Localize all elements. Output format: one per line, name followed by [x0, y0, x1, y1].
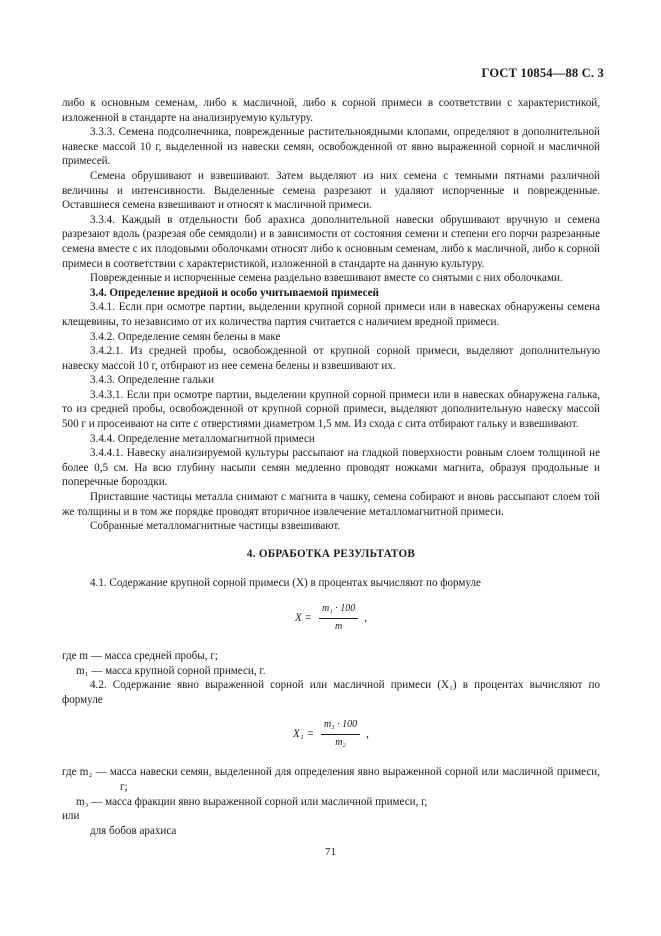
- legend-line: m₁ — масса крупной сорной примеси, г.: [76, 664, 266, 677]
- paragraph: 3.4.3. Определение гальки: [90, 374, 215, 387]
- paragraph: 3.4.2. Определение семян белены в маке: [90, 330, 281, 343]
- paragraph: 4.1. Содержание крупной сорной примеси (X) в процентах вычисляют по формуле: [90, 577, 481, 590]
- formula-denominator: m₂: [335, 736, 346, 748]
- paragraph: 3.4.3.1. Если при осмотре партии, выделении крупной сорной примеси или в навесках обнаружена галька, то из средней пробы, освобожденной от крупной сорной примеси, выделяют дополнительную навеску массой 500 г и просеивают на сите с отверстиями диаметром 1,5 мм. Из схода с сита отбирают гальку и взвешивают.: [62, 388, 600, 431]
- formula-fraction: [319, 602, 358, 634]
- legend-line: для бобов арахиса: [90, 824, 177, 837]
- formula-lhs: X₁ =: [293, 728, 314, 741]
- subsection-heading: 3.4. Определение вредной и особо учитываемой примесей: [90, 286, 379, 299]
- page-header: ГОСТ 10854—88 С. 3: [481, 66, 604, 80]
- paragraph: 3.4.1. Если при осмотре партии, выделении крупной сорной примеси или в навесках обнаружены семена клещевины, то независимо от их количества партия считается с наличием вредной примеси.: [62, 301, 600, 328]
- legend-line: m₃ — масса фракции явно выраженной сорной или масличной примеси, г,: [76, 795, 428, 808]
- paragraph: 4.2. Содержание явно выраженной сорной или масличной примеси (X₁) в процентах вычисляют по формуле: [62, 679, 600, 706]
- formula-tail: ,: [364, 611, 368, 624]
- formula-numerator: m₁ · 100: [319, 602, 358, 619]
- formula-numerator: m₃ · 100: [321, 718, 360, 735]
- document-body: [62, 96, 600, 838]
- formula-fraction: [321, 718, 360, 750]
- paragraph: 3.4.4.1. Навеску анализируемой культуры рассыпают на гладкой поверхности ровным слоем толщиной не более 0,5 см. На всю глубину насыпи семян медленно проводят ножками магнита, образуя продольные и поперечные бороздки.: [62, 447, 600, 489]
- legend-line: где m — масса средней пробы, г;: [62, 650, 218, 662]
- paragraph: Семена обрушивают и взвешивают. Затем выделяют из них семена с темными пятнами различной величины и интенсивности. Выделенные семена разрезают и удаляют испорченные и поврежденные. Оставшиеся семена взвешивают и относят к масличной примеси.: [62, 169, 600, 212]
- paragraph: 3.3.4. Каждый в отдельности боб арахиса дополнительной навески обрушивают вручную и семена разрезают вдоль (разрезая обе семядоли) и в зависимости от состояния семени и степени его порчи разрезанные семена вместе с их плодовыми оболочками относят либо к основным семенам, либо к масличной, либо к сорной примеси в соответствии с характеристикой, изложенной в стандарте на данную культуру.: [62, 213, 600, 270]
- paragraph: 3.4.2.1. Из средней пробы, освобожденной от крупной сорной примеси, выделяют дополнительную навеску массой 10 г, отбирают из нее семена белены и взвешивают их.: [62, 345, 600, 372]
- formula-tail: ,: [366, 728, 369, 741]
- section-heading: 4. ОБРАБОТКА РЕЗУЛЬТАТОВ: [246, 547, 416, 560]
- paragraph: 3.3.3. Семена подсолнечника, поврежденные растительноядными клопами, определяют в дополнительной навеске массой 10 г, выделенной из навески семян, освобожденной от явно выраженной сорной и масличной примесей.: [62, 126, 600, 168]
- paragraph: Приставшие частицы металла снимают с магнита в чашку, семена собирают и вновь рассыпают слоем той же толщины и в том же порядке проводят вторичное извлечение металломагнитной примеси.: [62, 491, 600, 518]
- formula-denominator: m: [335, 620, 343, 632]
- formula-lhs: X =: [294, 611, 313, 624]
- paragraph: Собранные металломагнитные частицы взвешивают.: [90, 520, 341, 533]
- paragraph: Поврежденные и испорченные семена раздельно взвешивают вместе со снятыми с них оболочками.: [90, 272, 563, 285]
- legend-line: где m₂ — масса навески семян, выделенной для определения явно выраженной сорной или масличной примеси, г;: [62, 766, 600, 793]
- formula-x1: [62, 717, 600, 751]
- paragraph: либо к основным семенам, либо к масличной, либо к сорной примеси в соответствии с характеристикой, изложенной в стандарте на анализируемую культуру.: [62, 97, 600, 124]
- formula-x: [62, 601, 600, 635]
- paragraph: 3.4.4. Определение металломагнитной примеси: [90, 432, 315, 445]
- page-number: 71: [325, 846, 336, 858]
- legend-line: или: [62, 810, 80, 823]
